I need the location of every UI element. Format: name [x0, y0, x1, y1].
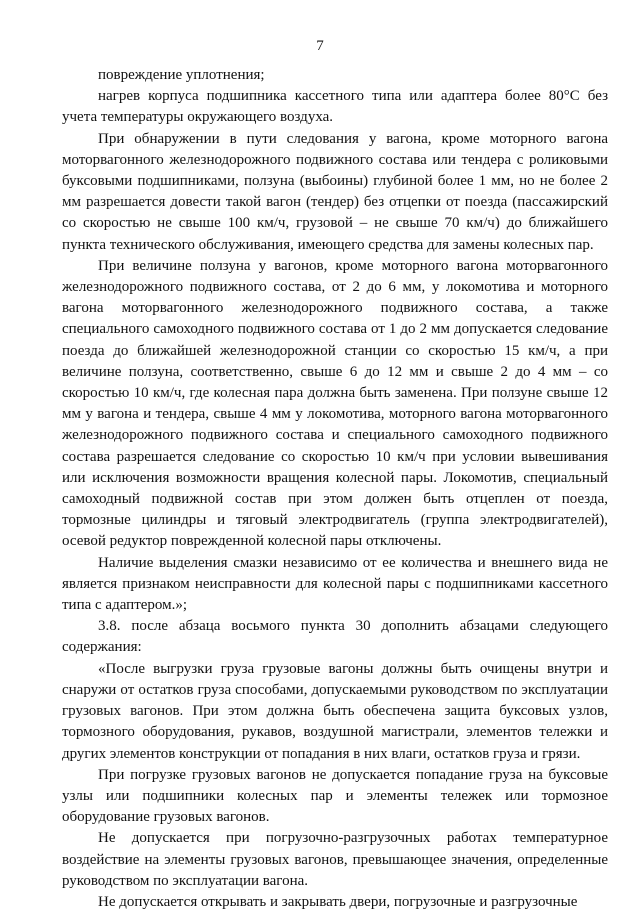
paragraph: «После выгрузки груза грузовые вагоны должны быть очищены внутри и снаружи от остатков груза способами, допускаемыми руководством по эксплуатации грузовых вагонов. При этом должна быть обеспечена защита буксовых узлов, тормозного оборудования, рукавов, воздушной магистрали, элементов тележки и других элементов конструкции от попадания в них влаги, остатков груза и грязи. — [62, 660, 608, 762]
paragraph: Не допускается открывать и закрывать двери, погрузочные и разгрузочные — [98, 893, 578, 910]
paragraph: нагрев корпуса подшипника кассетного типа или адаптера более 80°С без учета температуры окружающего воздуха. — [62, 88, 608, 126]
paragraph: 3.8. после абзаца восьмого пункта 30 дополнить абзацами следующего содержания: — [62, 618, 608, 656]
paragraph: Не допускается при погрузочно-разгрузочных работах температурное воздействие на элементы грузовых вагонов, превышающее значения, определенные руководством по эксплуатации вагона. — [62, 830, 608, 889]
paragraph: повреждение уплотнения; — [98, 67, 265, 83]
document-body — [62, 65, 608, 913]
paragraph: При величине ползуна у вагонов, кроме моторного вагона моторвагонного железнодорожного подвижного состава, от 2 до 6 мм, у локомотива и моторного вагона моторвагонного железнодорожного подвижного состава, а также специального самоходного подвижного состава от 1 до 2 мм допускается следование поезда до ближайшей железнодорожной станции со скоростью 15 км/ч, а при величине ползуна, соответственно, свыше 6 до 12 мм и свыше 2 до 4 мм – со скоростью 10 км/ч, где колесная пара должна быть заменена. При ползуне свыше 12 мм у вагона и тендера, свыше 4 мм у локомотива, моторного вагона моторвагонного железнодорожного подвижного состава и специального самоходного подвижного состава разрешается следование со скоростью 10 км/ч при условии вывешивания или исключения возможности вращения колесной пары. Локомотив, специальный самоходный подвижной состав при этом должен быть отцеплен от поезда, тормозные цилиндры и тяговый электродвигатель (группа электродвигателей), осевой редуктор поврежденной колесной пары отключены. — [62, 257, 608, 550]
paragraph: При обнаружении в пути следования у вагона, кроме моторного вагона моторвагонного железнодорожного подвижного состава или тендера с роликовыми буксовыми подшипниками, ползуна (выбоины) глубиной более 1 мм, но не более 2 мм разрешается довести такой вагон (тендер) без отцепки от поезда (пассажирский со скоростью не свыше 100 км/ч, грузовой – не свыше 70 км/ч) до ближайшего пункта технического обслуживания, имеющего средства для замены колесных пар. — [62, 130, 608, 253]
paragraph: При погрузке грузовых вагонов не допускается попадание груза на буксовые узлы или подшипники колесных пар и элементы тележек или тормозное оборудование грузовых вагонов. — [62, 766, 608, 826]
paragraph: Наличие выделения смазки независимо от ее количества и внешнего вида не является признаком неисправности для колесной пары с подшипниками кассетного типа с адаптером.»; — [62, 554, 608, 614]
page-number: 7 — [316, 38, 324, 54]
